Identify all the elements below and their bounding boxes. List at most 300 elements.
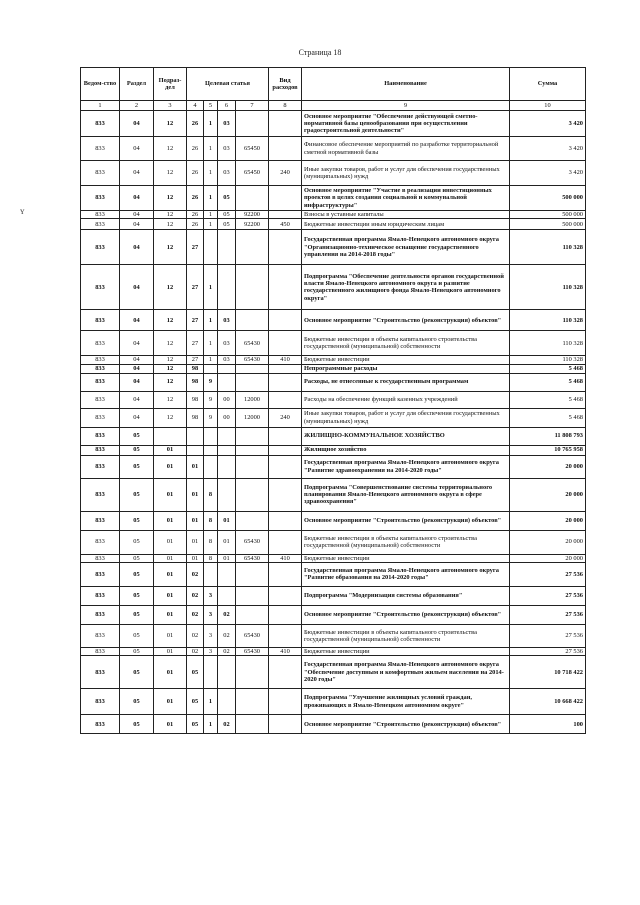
cell-razdel: 05 [120,530,154,554]
cell-target-3: 05 [218,186,236,211]
cell-vid: 240 [269,161,302,186]
cell-vedomstvo: 833 [81,219,120,230]
cell-sum: 20 000 [510,511,586,530]
cell-target-1: 26 [187,186,204,211]
cell-podrazdel: 01 [154,656,187,689]
cell-podrazdel: 01 [154,624,187,647]
cell-name: Основное мероприятие "Строительство (реконструкция) объектов" [302,605,510,624]
cell-podrazdel: 12 [154,310,187,331]
table-row [81,445,586,455]
cell-vedomstvo: 833 [81,715,120,734]
header-name: Наименование [302,68,510,101]
cell-target-1: 01 [187,554,204,562]
cell-podrazdel: 01 [154,562,187,586]
cell-razdel: 05 [120,455,154,478]
cell-target-4 [236,656,269,689]
cell-name: Подпрограмма "Модернизация системы образования" [302,586,510,605]
cell-target-4 [236,562,269,586]
cell-podrazdel: 12 [154,211,187,219]
cell-vedomstvo: 833 [81,554,120,562]
cell-name: Взносы в уставные капиталы [302,211,510,219]
cell-target-3 [218,427,236,445]
cell-name: Государственная программа Ямало-Ненецкого автономного округа "Организационно-техническое оснащение государственного управления на 2014-2018 годы" [302,230,510,265]
cell-sum: 5 468 [510,408,586,427]
cell-target-2 [204,562,218,586]
cell-target-1: 98 [187,373,204,391]
cell-target-4 [236,186,269,211]
cell-vid [269,586,302,605]
cell-vid [269,445,302,455]
cell-target-1: 02 [187,647,204,655]
cell-target-1: 02 [187,586,204,605]
col-index: 4 [187,101,204,111]
cell-target-1: 05 [187,689,204,715]
table-row [81,373,586,391]
cell-target-4 [236,230,269,265]
cell-vid: 450 [269,219,302,230]
cell-target-1: 01 [187,511,204,530]
cell-target-3 [218,455,236,478]
cell-target-2: 8 [204,478,218,511]
cell-sum: 20 000 [510,554,586,562]
cell-name: Бюджетные инвестиции [302,356,510,364]
cell-target-1: 02 [187,562,204,586]
cell-name: Подпрограмма "Улучшение жилищных условий граждан, проживающих в Ямало-Ненецком автономном округе" [302,689,510,715]
table-row [81,161,586,186]
cell-sum: 100 [510,715,586,734]
cell-target-2: 1 [204,161,218,186]
cell-razdel: 04 [120,186,154,211]
cell-vid [269,230,302,265]
cell-razdel: 04 [120,373,154,391]
cell-podrazdel: 12 [154,408,187,427]
cell-razdel: 05 [120,624,154,647]
cell-sum: 10 668 422 [510,689,586,715]
cell-target-2: 1 [204,715,218,734]
cell-vedomstvo: 833 [81,689,120,715]
cell-vid [269,373,302,391]
cell-vedomstvo: 833 [81,586,120,605]
cell-sum: 500 000 [510,186,586,211]
cell-target-1: 27 [187,331,204,356]
table-row [81,408,586,427]
cell-target-4: 65430 [236,624,269,647]
table-row [81,478,586,511]
cell-podrazdel: 01 [154,455,187,478]
cell-target-4 [236,605,269,624]
cell-name: Государственная программа Ямало-Ненецкого автономного округа "Развитие здравоохранения на 2014-2020 годы" [302,455,510,478]
cell-target-2: 9 [204,391,218,408]
table-row [81,356,586,364]
table-row [81,586,586,605]
cell-target-4 [236,364,269,373]
cell-target-1: 01 [187,530,204,554]
cell-target-2: 3 [204,647,218,655]
cell-target-3 [218,562,236,586]
cell-name: Государственная программа Ямало-Ненецкого автономного округа "Обеспечение доступным и комфортным жильем населения на 2014-2020 годы" [302,656,510,689]
cell-target-2: 3 [204,624,218,647]
cell-target-2 [204,455,218,478]
cell-name: Расходы, не отнесенные к государственным программам [302,373,510,391]
table-row [81,211,586,219]
cell-name: Основное мероприятие "Строительство (реконструкция) объектов" [302,715,510,734]
cell-vedomstvo: 833 [81,562,120,586]
cell-target-1: 01 [187,455,204,478]
cell-target-2: 8 [204,530,218,554]
cell-target-4 [236,373,269,391]
cell-target-2 [204,656,218,689]
cell-target-2: 1 [204,219,218,230]
cell-name: Непрограммные расходы [302,364,510,373]
cell-podrazdel: 01 [154,445,187,455]
cell-sum: 110 328 [510,356,586,364]
cell-target-2: 3 [204,605,218,624]
cell-target-3: 03 [218,137,236,161]
cell-podrazdel: 01 [154,689,187,715]
cell-target-2 [204,445,218,455]
cell-podrazdel: 12 [154,137,187,161]
table-body [81,111,586,734]
cell-target-4: 65430 [236,647,269,655]
cell-vedomstvo: 833 [81,427,120,445]
cell-target-4 [236,111,269,137]
cell-vedomstvo: 833 [81,356,120,364]
cell-target-2: 8 [204,511,218,530]
cell-target-1: 05 [187,656,204,689]
cell-vedomstvo: 833 [81,161,120,186]
table-row [81,554,586,562]
cell-sum: 27 536 [510,624,586,647]
cell-target-3 [218,656,236,689]
cell-vedomstvo: 833 [81,364,120,373]
cell-target-3: 02 [218,715,236,734]
cell-vid [269,137,302,161]
cell-target-1: 26 [187,211,204,219]
cell-target-4 [236,586,269,605]
cell-target-4: 65430 [236,356,269,364]
cell-vedomstvo: 833 [81,647,120,655]
header-target: Целевая статья [187,68,269,101]
cell-vid: 410 [269,647,302,655]
cell-name: Подпрограмма "Обеспечение деятельности органов государственной власти Ямало-Ненецкого автономного округа и развитие государственного жилищного фонда Ямало-Ненецкого автономного округа" [302,265,510,310]
cell-target-1: 26 [187,111,204,137]
header-sum: Сумма [510,68,586,101]
cell-podrazdel: 12 [154,364,187,373]
cell-razdel: 05 [120,511,154,530]
header-podrazdel: Подраз-дел [154,68,187,101]
cell-name: Расходы на обеспечение функций казенных учреждений [302,391,510,408]
cell-razdel: 05 [120,445,154,455]
col-index: 6 [218,101,236,111]
cell-target-2: 1 [204,186,218,211]
cell-target-2: 1 [204,356,218,364]
cell-target-4: 92200 [236,211,269,219]
cell-name: Иные закупки товаров, работ и услуг для обеспечения государственных (муниципальных) нужд [302,408,510,427]
cell-name: Основное мероприятие "Участие в реализации инвестиционных проектов в целях создания социальной и коммунальной инфраструктуры" [302,186,510,211]
col-index: 5 [204,101,218,111]
cell-podrazdel: 01 [154,586,187,605]
cell-razdel: 04 [120,408,154,427]
cell-target-1: 02 [187,624,204,647]
cell-name: Жилищное хозяйство [302,445,510,455]
cell-target-1: 27 [187,230,204,265]
cell-vedomstvo: 833 [81,445,120,455]
table-row [81,391,586,408]
col-index: 8 [269,101,302,111]
cell-vedomstvo: 833 [81,656,120,689]
cell-target-4: 65430 [236,530,269,554]
cell-target-2: 9 [204,408,218,427]
cell-sum: 500 000 [510,211,586,219]
cell-target-2 [204,427,218,445]
cell-vid [269,656,302,689]
cell-target-3 [218,586,236,605]
cell-target-2: 1 [204,265,218,310]
cell-razdel: 05 [120,656,154,689]
col-index: 3 [154,101,187,111]
cell-name: Бюджетные инвестиции иным юридическим лицам [302,219,510,230]
cell-podrazdel: 01 [154,715,187,734]
cell-target-4: 65450 [236,137,269,161]
table-row [81,111,586,137]
cell-podrazdel: 12 [154,265,187,310]
cell-razdel: 05 [120,427,154,445]
cell-target-2 [204,230,218,265]
cell-target-2: 9 [204,373,218,391]
cell-razdel: 05 [120,586,154,605]
cell-name: Бюджетные инвестиции в объекты капитального строительства государственной (муниципальной) собственности [302,331,510,356]
cell-target-2: 1 [204,211,218,219]
header-razdel: Раздел [120,68,154,101]
cell-target-4 [236,445,269,455]
cell-vid [269,211,302,219]
cell-target-3: 01 [218,511,236,530]
cell-sum: 20 000 [510,455,586,478]
table-row [81,455,586,478]
cell-vedomstvo: 833 [81,230,120,265]
cell-target-3: 03 [218,161,236,186]
cell-target-3: 01 [218,554,236,562]
table-row [81,689,586,715]
cell-vid [269,624,302,647]
cell-name: Финансовое обеспечение мероприятий по разработке территориальной сметной нормативной базы [302,137,510,161]
cell-podrazdel: 12 [154,186,187,211]
cell-razdel: 04 [120,310,154,331]
cell-razdel: 05 [120,689,154,715]
cell-name: ЖИЛИЩНО-КОММУНАЛЬНОЕ ХОЗЯЙСТВО [302,427,510,445]
table-row [81,647,586,655]
cell-vedomstvo: 833 [81,373,120,391]
cell-target-2: 1 [204,689,218,715]
cell-name: Иные закупки товаров, работ и услуг для обеспечения государственных (муниципальных) нужд [302,161,510,186]
cell-razdel: 05 [120,554,154,562]
cell-target-2: 3 [204,586,218,605]
table-row [81,230,586,265]
cell-target-1: 27 [187,310,204,331]
cell-name: Бюджетные инвестиции [302,554,510,562]
cell-sum: 5 468 [510,364,586,373]
cell-vedomstvo: 833 [81,331,120,356]
cell-target-4 [236,689,269,715]
cell-target-1 [187,445,204,455]
cell-vid [269,265,302,310]
cell-sum: 3 420 [510,161,586,186]
cell-podrazdel: 12 [154,331,187,356]
cell-podrazdel: 01 [154,511,187,530]
table-row [81,331,586,356]
table-row [81,310,586,331]
cell-target-4 [236,511,269,530]
cell-target-3 [218,230,236,265]
cell-razdel: 05 [120,647,154,655]
cell-vid [269,511,302,530]
cell-target-1: 26 [187,137,204,161]
cell-target-3: 03 [218,356,236,364]
cell-target-3 [218,265,236,310]
cell-vedomstvo: 833 [81,408,120,427]
cell-vedomstvo: 833 [81,111,120,137]
cell-sum: 20 000 [510,478,586,511]
cell-target-3: 03 [218,331,236,356]
cell-vedomstvo: 833 [81,624,120,647]
cell-vedomstvo: 833 [81,391,120,408]
header-vedomstvo: Ведом-ство [81,68,120,101]
table-header [81,68,586,111]
table-row [81,186,586,211]
cell-target-4 [236,455,269,478]
cell-sum: 10 718 422 [510,656,586,689]
cell-sum: 3 420 [510,111,586,137]
cell-vid: 410 [269,554,302,562]
cell-sum: 27 536 [510,605,586,624]
cell-razdel: 04 [120,137,154,161]
cell-sum: 11 808 793 [510,427,586,445]
cell-target-3: 00 [218,391,236,408]
cell-target-4 [236,310,269,331]
cell-target-4 [236,265,269,310]
cell-target-1: 98 [187,364,204,373]
cell-target-4 [236,715,269,734]
cell-target-2: 1 [204,137,218,161]
cell-name: Бюджетные инвестиции [302,647,510,655]
cell-sum: 110 328 [510,230,586,265]
cell-razdel: 05 [120,562,154,586]
cell-vedomstvo: 833 [81,530,120,554]
cell-razdel: 04 [120,161,154,186]
cell-vid: 240 [269,408,302,427]
cell-podrazdel: 01 [154,647,187,655]
cell-sum: 5 468 [510,373,586,391]
cell-target-3: 00 [218,408,236,427]
column-index-row [81,101,586,111]
cell-sum: 110 328 [510,265,586,310]
cell-vid [269,530,302,554]
cell-target-4: 92200 [236,219,269,230]
cell-target-2: 8 [204,554,218,562]
cell-sum: 110 328 [510,310,586,331]
cell-podrazdel: 12 [154,161,187,186]
cell-name: Бюджетные инвестиции в объекты капитального строительства государственной (муниципальной) собственности [302,530,510,554]
table-row [81,562,586,586]
cell-target-1: 26 [187,219,204,230]
cell-target-3: 01 [218,530,236,554]
col-index: 9 [302,101,510,111]
budget-table [80,67,586,734]
cell-vid [269,364,302,373]
table-row [81,219,586,230]
cell-podrazdel: 01 [154,530,187,554]
cell-target-1: 27 [187,356,204,364]
cell-vid [269,715,302,734]
cell-podrazdel [154,427,187,445]
cell-razdel: 05 [120,605,154,624]
cell-target-4: 65430 [236,554,269,562]
cell-target-3 [218,689,236,715]
cell-razdel: 04 [120,356,154,364]
table-row [81,364,586,373]
cell-target-1: 05 [187,715,204,734]
cell-podrazdel: 12 [154,111,187,137]
cell-vedomstvo: 833 [81,211,120,219]
cell-sum: 3 420 [510,137,586,161]
table-row [81,715,586,734]
cell-vedomstvo: 833 [81,137,120,161]
cell-podrazdel: 01 [154,478,187,511]
margin-mark: ʏ [20,206,25,216]
col-index: 2 [120,101,154,111]
cell-podrazdel: 01 [154,605,187,624]
cell-target-4: 65430 [236,331,269,356]
cell-vedomstvo: 833 [81,455,120,478]
cell-podrazdel: 12 [154,219,187,230]
cell-vid: 410 [269,356,302,364]
cell-target-1: 02 [187,605,204,624]
cell-podrazdel: 01 [154,554,187,562]
cell-vid [269,331,302,356]
cell-vedomstvo: 833 [81,605,120,624]
cell-target-1: 01 [187,478,204,511]
table-row [81,530,586,554]
cell-vid [269,111,302,137]
cell-sum: 500 000 [510,219,586,230]
cell-name: Бюджетные инвестиции в объекты капитального строительства государственной (муниципальной) собственности [302,624,510,647]
cell-podrazdel: 12 [154,373,187,391]
cell-target-3: 03 [218,310,236,331]
cell-podrazdel: 12 [154,391,187,408]
cell-sum: 27 536 [510,647,586,655]
cell-target-3: 02 [218,624,236,647]
cell-target-4 [236,478,269,511]
cell-target-4: 12000 [236,408,269,427]
cell-target-2 [204,364,218,373]
cell-razdel: 04 [120,265,154,310]
page-title: Страница 18 [298,48,342,57]
cell-target-4: 65450 [236,161,269,186]
cell-target-1: 26 [187,161,204,186]
cell-vedomstvo: 833 [81,265,120,310]
table-row [81,137,586,161]
cell-sum: 27 536 [510,562,586,586]
cell-name: Основное мероприятие "Обеспечение действующей сметно-нормативной базы ценообразования при осуществлении градостроительной деятельности" [302,111,510,137]
cell-vid [269,391,302,408]
cell-sum: 10 765 958 [510,445,586,455]
table-row [81,265,586,310]
cell-target-3: 02 [218,605,236,624]
cell-vid [269,689,302,715]
cell-razdel: 04 [120,331,154,356]
cell-target-3: 02 [218,647,236,655]
cell-target-3: 03 [218,111,236,137]
